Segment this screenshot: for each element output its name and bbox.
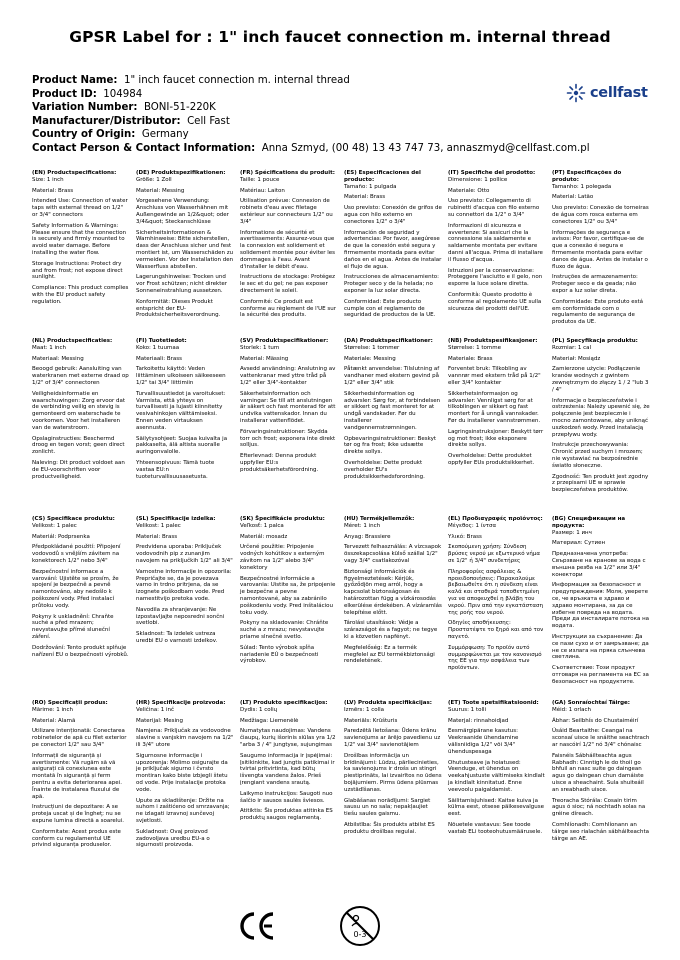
spec-line: Nõuetele vastavus: See toode vastab ELi tooteohutusmäärusele.: [448, 821, 543, 835]
info-value: Cell Fast: [187, 115, 230, 127]
spec-line: Σκοπούμενη χρήση: Σύνδεση βρύσες νερού με εξωτερικό νήμα σε 1/2" ή 3/4" συνδετήρες: [448, 544, 542, 564]
spec-line: Informații de siguranță și avertismente: Vă rugăm să vă asigurați că conexiunea este montată în siguranță și ferm pentru a evita deteriorarea apei. Înainte de instalarea fluxului de apă.: [32, 752, 124, 800]
spec-line: Skladnost: Ta izdelek ustreza uredbi EU o varnosti izdelkov.: [136, 631, 218, 644]
spec-heading: (DE) Produktspezifikationen:: [136, 170, 226, 176]
spec-line: Taille: 1 pouce: [240, 176, 280, 183]
spec-line: Turvallisuustiedot ja varoitukset: Varmista, että yhteys on turvallisesti ja lujasti kiinnitetty vesivahinkojen välttämiseksi. Ennen veden virtauksen asennusta.: [136, 390, 228, 431]
spec-line: Material: Brass: [136, 533, 178, 540]
spec-line: Dimensione: 1 pollice: [448, 176, 508, 183]
spec-line: Yhteensopivuus: Tämä tuote vastaa EU:n tuoteturvallisuusasetusta.: [136, 459, 217, 480]
spec-heading: (SL) Specifikacije izdelka:: [136, 516, 216, 522]
spec-line: Treoracha Stórála: Cosain tirim agus ó sioc; ná nochtadh solas na gréine díreach.: [552, 797, 648, 818]
spec-line: Συμμόρφωση: Το προϊόν αυτό συμμορφώνεται με τον κανονισμό της ΕΕ για την ασφάλεια των προϊόντων.: [448, 644, 544, 672]
spec-line: Storage Instructions: Protect dry and from frost; not expose direct sunlight.: [32, 260, 125, 281]
spec-block: [136, 170, 234, 319]
spec-line: Maat: 1 inch: [32, 344, 67, 351]
spec-line: Информация за безопасност и предупреждения: Моля, уверете се, че връзката е здраво и здраво монтирана, за да се избегне повреда на водата. Преди да инсталирате потока на водата.: [552, 582, 651, 630]
spec-line: Materiál: mosadz: [240, 533, 288, 540]
spec-line: Vorgesehene Verwendung: Anschluss von Wasserhähnen mit Außengewinde an 1/2&quot; oder 3/4&quot; Steckanschlüsse: [136, 198, 231, 225]
spec-block: [136, 700, 234, 849]
spec-line: Navodila za shranjevanje: Ne izpostavljajte neposredni sončni svetlobi.: [136, 606, 227, 627]
spec-block: [136, 338, 234, 480]
spec-line: Veiligheidsinformatie en waarschuwingen: Zorg ervoor dat de verbinding veilig en stevig is gemonteerd om waterschade te voorkomen. Voor het installeren van de waterstroom.: [32, 390, 127, 431]
spec-block: [344, 700, 442, 836]
spec-heading: (EL) Προδιαγραφές προϊόντος:: [448, 516, 543, 522]
spec-line: Upute za skladištenje: Držite na suhom i zaštićeno od smrzavanja; ne izlagati izravnoj sunčevoj svjetlosti.: [136, 797, 232, 824]
spec-line: Size: 1 inch: [32, 176, 64, 183]
spec-line: Avsedd användning: Anslutning av vattenkranar med yttre tråd på 1/2" eller 3/4"-kontakter: [240, 366, 338, 386]
spec-block: [552, 338, 650, 494]
spec-line: Megfelelőség: Ez a termék megfelel az EU termékbiztonsági rendeletének.: [344, 644, 437, 665]
spec-line: Conformidade: Este produto está em conformidade com o regulamento de segurança de produtos da UE.: [552, 298, 645, 326]
spec-line: Opslaginstructies: Beschermd droog en tegen vorst; geen direct zonlicht.: [32, 435, 127, 456]
spec-heading: (ES) Especificaciones del producto:: [344, 170, 421, 183]
spec-heading: (SK) Špecifikácie produktu:: [240, 516, 325, 522]
info-row-country: [32, 128, 552, 142]
spec-line: Størrelse: 1 tommer: [344, 344, 400, 351]
spec-heading: (IT) Specifiche del prodotto:: [448, 170, 536, 176]
spec-line: Materiale: Messing: [344, 355, 396, 362]
spec-block: [240, 338, 338, 474]
brand-logo: [566, 82, 666, 104]
spec-line: Informations de sécurité et avertissements: Assurez-vous que la connexion est solidement et solidement montée pour éviter les dommages à l'eau. Avant d'installer le débit d'eau.: [240, 229, 337, 270]
spec-heading: (RO) Specificații produs:: [32, 700, 108, 706]
spec-line: Suurus: 1 tolli: [448, 706, 487, 713]
spec-line: Uso previsto: Conexão de torneiras de água com rosca externa em conectores 1/2" ou 3/4": [552, 205, 651, 225]
spec-line: Conformitate: Acest produs este conform cu regulamentul UE privind siguranța produselor.: [32, 828, 123, 849]
spec-heading: (PT) Especificações do produto:: [552, 170, 622, 183]
spec-line: Materiał: Mosiądz: [552, 355, 601, 362]
spec-line: Размер: 1 инч: [552, 529, 592, 536]
spec-line: Bezpečnostní informace a varování: Ujistěte se prosím, že spojení je bezpečně a pevně namontováno, aby nedošlo k poškození vody. Před instalací průtoku vody.: [32, 568, 121, 609]
spec-line: Materijal: Mesing: [136, 717, 183, 724]
spec-block: [448, 700, 546, 836]
spec-line: Instrukcje przechowywania: Chronić przed suchym i mrozem; nie wystawiać na bezpośrednie światło słoneczne.: [552, 442, 645, 469]
spec-line: Materiale: Brass: [448, 355, 493, 362]
spec-line: Ábhar: Seilbhís do Chustaiméirí: [552, 717, 639, 724]
spec-line: Størrelse: 1 tomme: [448, 344, 501, 351]
info-row-variation: [32, 101, 552, 115]
spec-line: Υλικό: Brass: [448, 533, 482, 540]
spec-heading: (DA) Produktspecifikationer:: [344, 338, 433, 344]
sprinkler-icon: [566, 83, 586, 103]
spec-line: Предназначена употреба: Свързване на кранове за вода с външна резба на 1/2" или 3/4" конектори: [552, 551, 648, 578]
spec-line: Materiál: Podprsenka: [32, 533, 90, 540]
spec-line: Materjal: rinnahoidjad: [448, 717, 509, 724]
spec-line: Paredzētā lietošana: Ūdens krānu savienojums ar ārējo pavedienu uz 1/2" vai 3/4" savienotājiem: [344, 728, 443, 748]
spec-line: Úsáid Beartaithe: Ceangal na sconsaí uisce le snáithe seachtrach ar nascóirí 1/2" nó 3/4" chónaisc: [552, 728, 652, 748]
spec-heading: (CS) Specifikace produktu:: [32, 516, 115, 522]
spec-heading: (LT) Produkto specifikacijos:: [240, 700, 328, 706]
spec-line: Overholdelse: Dette produkt overholder EU's produktsikkerhedsforordning.: [344, 459, 425, 480]
spec-line: Zgodność: Ten produkt jest zgodny z przepisami UE w sprawie bezpieczeństwa produktów.: [552, 473, 650, 494]
spec-line: Sikkerhetsinformasjon og advarsler: Vennligst sørg for at tilkoblingen er sikkert og fast montert for å unngå vannskader. Før du installerer vannstrømmen.: [448, 390, 541, 424]
spec-line: Safety Information & Warnings: Please ensure that the connection is securely and firmly mounted to avoid water damage. Before installing the water flow.: [32, 222, 128, 256]
info-row-product-id: [32, 88, 552, 102]
spec-line: Intended Use: Connection of water taps with external thread on 1/2" or 3/4" connectors: [32, 198, 130, 218]
spec-block: [552, 516, 650, 686]
spec-line: Istruzioni per la conservazione: Proteggere l'asciutto e il gelo, non esporre la luce solare diretta.: [448, 267, 544, 288]
spec-block: [240, 700, 338, 822]
spec-heading: (FI) Tuotetiedot:: [136, 338, 187, 344]
spec-block: [136, 516, 234, 645]
spec-block: [448, 170, 546, 312]
spec-line: Säkerhetsinformation och varningar: Se till att anslutningen är säkert och fast monterad för att undvika vattenskador. Innan du installerar vattenflödet.: [240, 390, 338, 424]
info-label: Product ID:: [32, 88, 97, 100]
spec-line: Informações de segurança e avisos: Por favor, certifique-se de que a conexão é segura e firmemente montada para evitar danos de água. Antes de instalar o fluxo de água.: [552, 229, 650, 270]
spec-line: Pokyny k uskladnění: Chraňte suché a před mrazem; nevystavujte přímé sluneční záření.: [32, 613, 116, 640]
age-warning-icon: [338, 904, 382, 948]
spec-line: Namjena: Priključak za vodovodne slavine s vanjskim navojem na 1/2" ili 3/4" utore: [136, 728, 236, 748]
spec-heading: (LV) Produkta specifikācijas:: [344, 700, 432, 706]
page-title: GPSR Label for : 1" inch faucet connection m. internal thread: [69, 28, 611, 46]
info-value: BONI-51-220K: [143, 102, 216, 114]
spec-line: Påtænkt anvendelse: Tilslutning af vandhaner med ekstern gevind på 1/2" eller 3/4" stik: [344, 366, 441, 386]
spec-line: Tarkoitettu käyttö: Veden liittäminen ulkoiseen säikeeseen 1/2" tai 3/4" liittimiin: [136, 366, 228, 386]
spec-line: Material: Messing: [136, 187, 185, 194]
spec-line: Sicherheitsinformationen & Warnhinweise: Bitte sicherstellen, dass der Anschluss sicher und fest montiert ist, um Wasserschäden zu vermeiden. Vor der Installation den Wasserfluss abstellen.: [136, 229, 235, 270]
info-label: Contact Person & Contact Information:: [32, 142, 256, 154]
spec-line: Určené použitie: Pripojenie vodných kohútikov s externým závitom na 1/2" alebo 3/4" konektory: [240, 544, 327, 571]
spec-line: Naleving: Dit product voldoet aan de EU-voorschriften voor productveiligheid.: [32, 459, 127, 480]
spec-line: Información de seguridad y advertencias: Por favor, asegúrese de que la conexión esté segura y firmemente montada para evitar daños en el agua. Antes de instalar el flujo de agua.: [344, 229, 444, 270]
spec-line: Pokyny na skladovanie: Chráňte suché a z mrazu; nevystavujte priame slnečné svetlo.: [240, 620, 330, 640]
spec-line: Ohutusteave ja hoiatused: Veenduge, et ühendus on veekahjustuste vältimiseks kindlalt ja kindlalt kinnitatud. Enne veevoolu paigaldamist.: [448, 759, 547, 793]
spec-line: Dydis: 1 colių: [240, 706, 278, 713]
spec-line: Größe: 1 Zoll: [136, 176, 172, 183]
spec-line: Opbevaringsinstruktioner: Beskyt tør og fra frost; ikke udsætte direkte sollys.: [344, 435, 438, 456]
spec-line: Méret: 1 inch: [344, 522, 381, 529]
info-label: Manufacturer/Distributor:: [32, 115, 181, 127]
spec-line: Material: Latão: [552, 194, 594, 201]
spec-line: Saugumo informacija ir įspėjimai: Įsitikinkite, kad jungtis patikimai ir tvirtai pritvirtinta, kad būtų išvengta vandens žalos. Prieš įrengiant vandens srautą.: [240, 752, 337, 786]
spec-line: Material: Brass: [32, 187, 74, 194]
spec-heading: (FR) Spécifications du produit:: [240, 170, 335, 176]
spec-line: Lagerungshinweise: Trocken und vor Frost schützen; nicht direkter Sonneneinstrahlung aussetzen.: [136, 274, 229, 294]
spec-line: Instrucciones de almacenamiento: Proteger seco y de la helada; no exponer la luz solar directa.: [344, 274, 441, 294]
spec-line: Izmērs: 1 colla: [344, 706, 385, 713]
spec-line: Materiaal: Messing: [32, 355, 84, 362]
spec-line: Beoogd gebruik: Aansluiting van waterkranen met externe draad op 1/2" of 3/4" connectoren: [32, 366, 131, 386]
spec-line: Conformité: Ce produit est conforme au règlement de l'UE sur la sécurité des produits.: [240, 298, 338, 319]
spec-block: [552, 170, 650, 326]
spec-line: Predvidena uporaba: Priključek vodovodnih pip z zunanjim navojem na priključkih 1/2" ali 3/4": [136, 544, 233, 564]
spec-line: Drošības informācija un brīdinājumi: Lūdzu, pārliecinieties, ka savienojums ir drošs un stingri piestiprināts, lai izvairītos no ūdens bojājumiem. Pirms ūdens plūsmas uzstādīšanas.: [344, 752, 444, 793]
spec-line: Съответствие: Този продукт отговаря на регламента на ЕС за безопасност на продуктите.: [552, 665, 651, 685]
spec-heading: (BG) Спецификации на продукта:: [552, 516, 626, 529]
spec-line: Koko: 1 tuumaa: [136, 344, 180, 351]
spec-heading: (EN) Productspecifications:: [32, 170, 117, 176]
spec-line: Rozmiar: 1 cal: [552, 344, 592, 351]
spec-line: Storlek: 1 tum: [240, 344, 280, 351]
spec-line: Zamierzone użycie: Podłączenie kranów wodnych z gwintem zewnętrznym do złączy 1 / 2 "lub 3 / 4": [552, 366, 651, 393]
spec-line: Οδηγίες αποθήκευσης: Προστατέψτε το ξηρό και από τον παγετό.: [448, 620, 545, 640]
spec-line: Efterlevnad: Denna produkt uppfyller EU:s produktsäkerhetsförordning.: [240, 453, 319, 473]
spec-line: Informazioni di sicurezza e avvertenze: Si assicuri che la connessione sia saldamente e saldamente montata per evitare danni all'acqua. Prima di installare il flusso d'acqua.: [448, 222, 545, 263]
spec-block: [448, 516, 546, 672]
info-value: 1" inch faucet connection m. internal thread: [123, 75, 350, 86]
spec-heading: (NB) Produktspesifikasjoner:: [448, 338, 538, 344]
spec-line: Conformità: Questo prodotto è conforme al regolamento UE sulla sicurezza dei prodotti dell'UE.: [448, 291, 544, 312]
product-info: [32, 74, 590, 156]
spec-line: Sukladnost: Ovaj proizvod zadovoljava uredbu EU-a o sigurnosti proizvoda.: [136, 828, 212, 849]
spec-heading: (HU) Termékjellemzők:: [344, 516, 415, 522]
spec-heading: (ET) Toote spetsifikatsioonid:: [448, 700, 539, 706]
spec-block: [344, 170, 442, 319]
spec-line: Velikost: 1 palec: [32, 522, 77, 529]
spec-line: Varnostne informacije in opozorila: Prepričajte se, da je povezava varno in trdno pritrjena, da se izognete poškodbam vode. Pred namestitvijo pretoka vode.: [136, 568, 234, 602]
info-value: Anna Szmyd, (00 48) 13 43 747 73, annaszmyd@cellfast.com.pl: [261, 142, 590, 154]
spec-line: Conformidad: Este producto cumple con el reglamento de seguridad de productos de la UE.: [344, 298, 436, 319]
spec-line: Πληροφορίες ασφάλειας & προειδοποιήσεις: Παρακαλούμε βεβαιωθείτε ότι η σύνδεση είναι καλά και σταθερά τοποθετημένη για να αποφευχθεί η βλάβη του νερού. Πριν από την εγκατάσταση της ροής του νερού.: [448, 568, 545, 616]
spec-line: Инструкции за съхранение: Да се пази сухо и от замръзване; да не се излага на пряка слънчева светлина.: [552, 633, 651, 661]
spec-line: Bezpečnostné informácie a varovania: Uistite sa, že pripojenie je bezpečne a pevne namontované, aby sa zabránilo poškodeniu vody. Pred inštaláciou toku vody.: [240, 575, 338, 616]
spec-line: Materiale: Otto: [448, 187, 490, 194]
spec-line: Matériau: Laiton: [240, 187, 285, 194]
spec-line: Μέγεθος: 1 ίντσα: [448, 522, 497, 529]
spec-line: Numatytas naudojimas: Vandens čiaupų, kurių išorinis siūlas yra 1/2 "arba 3 / 4" jungtyse, sujungimas: [240, 728, 338, 748]
spec-line: Lagringsinstruksjoner: Beskytt tørr og mot frost; ikke eksponere direkte sollys.: [448, 428, 545, 449]
spec-line: Material: Mässing: [240, 355, 289, 362]
spec-line: Compliance: This product complies with the EU product safety regulation.: [32, 285, 131, 305]
spec-line: Předpokládané použití: Připojení vodovodů s vnějším závitem na konektorech 1/2" nebo 3/4": [32, 544, 123, 564]
spec-line: Tamanho: 1 polegada: [552, 183, 612, 190]
spec-line: Méid: 1 orlach: [552, 706, 592, 713]
spec-line: Instrucțiuni de depozitare: A se proteja uscat și de îngheț; nu se expune lumina directă a soarelui.: [32, 804, 125, 824]
info-row-contact: [32, 142, 590, 156]
spec-line: Forventet bruk: Tilkobling av vannrør med ekstern tråd på 1/2" eller 3/4" kontakter: [448, 366, 543, 386]
spec-line: Laikymo instrukcijos: Saugoti nuo šalčio ir sausos saulės šviesos.: [240, 790, 335, 804]
spec-line: Dodržování: Tento produkt splňuje nařízení EU o bezpečnosti výrobků.: [32, 644, 129, 658]
spec-block: [552, 700, 650, 842]
spec-line: Tervezett felhasználás: A vízcsapok összekapcsolása külső szállal 1/2" vagy 3/4" csatlakozóval: [344, 544, 443, 564]
spec-block: [448, 338, 546, 467]
spec-line: Súlad: Tento výrobok spĺňa nariadenie EÚ o bezpečnosti výrobkov.: [240, 644, 321, 665]
spec-line: Medžiaga: Liemenėlė: [240, 717, 299, 724]
spec-line: Sigurnosne informacije i upozorenja: Molimo osigurajte da je priključak sigurno i čvrsto montiran kako biste izbjegli štetu od vode. Prije instalacije protoka vode.: [136, 752, 230, 793]
spec-block: [344, 338, 442, 480]
info-value: Germany: [141, 129, 189, 141]
info-row-manufacturer: [32, 115, 552, 129]
spec-line: Atbilstība: Šis produkts atbilst ES produktu drošības regulai.: [344, 821, 437, 835]
spec-line: Förvaringsinstruktioner: Skydda torr och frost; exponera inte direkt solljus.: [240, 428, 337, 449]
spec-line: Säilytysohjeet: Suojaa kuivalta ja pakkaselta, älä altista suoralle auringonvalolle.: [136, 435, 229, 456]
info-label: Product Name:: [32, 75, 118, 86]
spec-block: [32, 170, 130, 306]
compliance-marks: [0, 902, 680, 952]
spec-line: Atitiktis: Šis produktas atitinka ES produktų saugos reglamentą.: [240, 808, 335, 822]
spec-line: Instruções de armazenamento: Proteger seco e da geada; não expor a luz solar direta.: [552, 274, 640, 294]
spec-line: Faisnéis Sábháilteachta agus Rabhadh: Cinntigh le do thoil go bhfuil an nasc suite go daingean agus go daingean chun damáiste uisce a sheachaint. Sula shuiteáil an sreabhadh uisce.: [552, 752, 646, 793]
spec-line: Utilisation prévue: Connexion de robinets d'eau avec filetage extérieur sur connecteurs 1/2" ou 3/4": [240, 198, 335, 225]
spec-line: Anyag: Brassiere: [344, 533, 391, 540]
spec-line: Uso previsto: Collegamento di rubinetti d'acqua con filo esterno su connettori da 1/2" o 3/4": [448, 198, 542, 218]
spec-line: Tárolási utasítások: Védje a szárazságot és a fagyot; ne tegye ki a közvetlen napfényt.: [344, 620, 439, 640]
spec-line: Comhlíonadh: Comhlíonann an táirge seo rialachán sábháilteachta táirge an AE.: [552, 821, 651, 842]
spec-block: [344, 516, 442, 665]
spec-block: [240, 170, 338, 319]
spec-line: Materiāls: Krūšturis: [344, 717, 398, 724]
spec-line: Material: Alamă: [32, 717, 76, 724]
ce-mark-icon: [238, 910, 278, 942]
spec-line: Veličina: 1 inč: [136, 706, 175, 713]
spec-line: Glabāšanas norādījumi: Sargiet sausu un no sala; nepakļaujiet tiešu saules gaismu.: [344, 797, 433, 818]
spec-line: Instructions de stockage: Protégez le sec et du gel; ne pas exposer directement le soleil.: [240, 274, 337, 294]
spec-line: Velikost: 1 palec: [136, 522, 181, 529]
brand-name: cellfast: [590, 85, 648, 101]
spec-line: Материал: Сутиен: [552, 540, 606, 547]
spec-line: Säilitamisjuhised: Kaitse kuiva ja külma eest, otsese päikesevalguse eest.: [448, 797, 546, 818]
spec-block: [32, 700, 130, 849]
spec-line: Overholdelse: Dette produktet oppfyller EUs produktsikkerhet.: [448, 453, 535, 466]
spec-line: Sikkerhedsinformation og advarsler: Sørg for, at forbindelsen er sikkert og fast monteret for at undgå vandskader. Før du installerer vandgennemstrømningen.: [344, 390, 442, 431]
age-range-label: 0-3: [353, 930, 367, 939]
spec-line: Material: Brass: [344, 194, 386, 201]
spec-line: Uso previsto: Conexión de grifos de agua con hilo externo en conectores 1/2" o 3/4": [344, 205, 444, 225]
spec-line: Tamaño: 1 pulgada: [344, 183, 397, 190]
spec-heading: (NL) Productspecificaties:: [32, 338, 113, 344]
spec-line: Eesmärgipärane kasutus: Veekraanide ühendamine välisniidiga 1/2" või 3/4" ühenduspesaga: [448, 728, 521, 755]
spec-line: Informacje o bezpieczeństwie i ostrzeżenia: Należy upewnić się, że połączenie jest bezpiecznie i mocno zamontowane, aby uniknąć uszkodzeń wody. Przed instalacją przepływu wody.: [552, 397, 652, 438]
spec-heading: (PL) Specyfikacja produktu:: [552, 338, 638, 344]
spec-block: [32, 516, 130, 658]
spec-heading: (HR) Specifikacije proizvoda:: [136, 700, 226, 706]
spec-block: [240, 516, 338, 665]
info-label: Country of Origin:: [32, 129, 136, 141]
spec-line: Utilizare intenționată: Conectarea robinetelor de apă cu filet exterior pe conectori 1/2" sau 3/4": [32, 728, 129, 748]
spec-line: Veľkosť: 1 palca: [240, 522, 284, 529]
spec-line: Mărime: 1 inch: [32, 706, 74, 713]
info-value: 104984: [103, 88, 143, 100]
spec-block: [32, 338, 130, 480]
spec-line: Konformität: Dieses Produkt entspricht der EU-Produktsicherheitsverordnung.: [136, 298, 221, 319]
spec-line: Materiaali: Brass: [136, 355, 182, 362]
spec-heading: (SV) Produktspecifikationer:: [240, 338, 329, 344]
spec-line: Biztonsági információk és figyelmeztetések: Kérjük, győződjön meg arról, hogy a kapcsolat biztonságosan és határozottan függ a vízkárosodás elkerülése érdekében. A vízáramlás telepítése előtt.: [344, 568, 444, 616]
info-label: Variation Number:: [32, 102, 138, 114]
info-row-product-name: [32, 74, 552, 88]
spec-heading: (GA) Sonraíochtaí Táirge:: [552, 700, 630, 706]
